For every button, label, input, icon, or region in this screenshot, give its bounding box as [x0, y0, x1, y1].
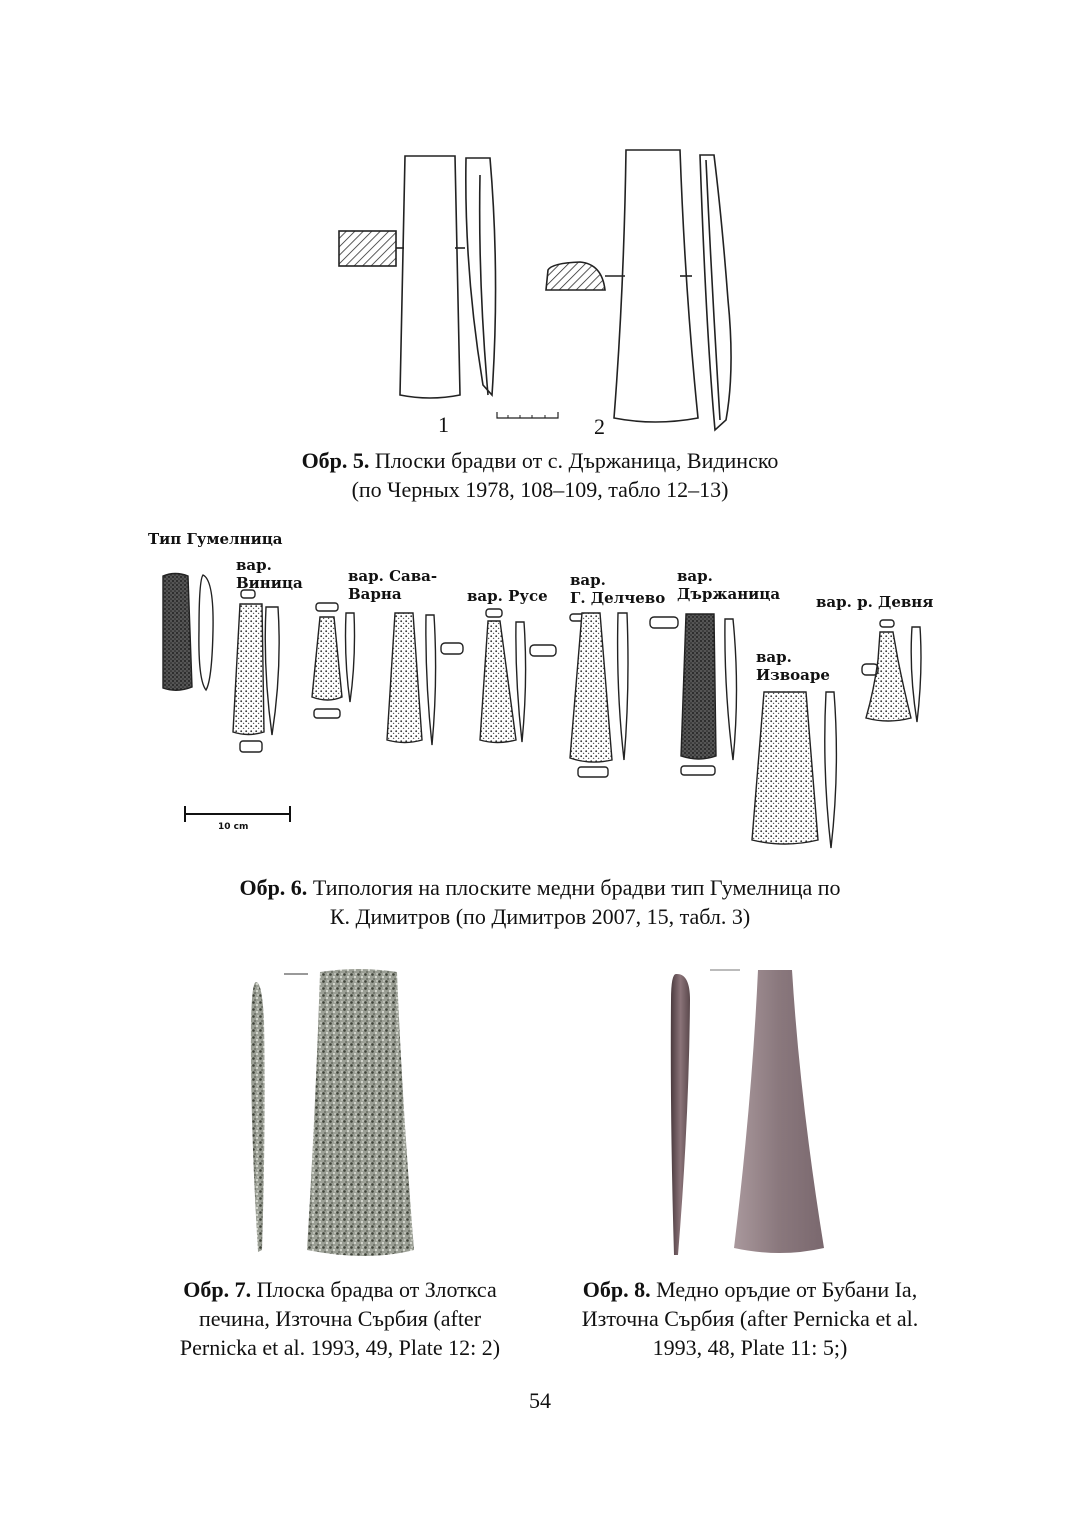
- axe2-front: [614, 150, 698, 422]
- fig8-caption-text-1: Медно оръдие от Бубани Ia,: [650, 1277, 918, 1302]
- variant-darzhanitsa-line1: вар.: [677, 567, 713, 585]
- variant-g-delchevo-line2: Г. Делчево: [570, 589, 666, 607]
- fig7-caption-text-1: Плоска брадва от Злоткса: [251, 1277, 497, 1302]
- axe2-profile: [700, 155, 731, 430]
- sava-varna-section-top: [316, 603, 338, 611]
- variant-devnya-label: вар. р. Девня: [816, 593, 934, 611]
- darzhanitsa-section-bottom: [681, 766, 715, 775]
- devnya-profile: [911, 627, 921, 722]
- darzhanitsa-profile: [725, 619, 737, 760]
- fig5-scale-bar: [497, 412, 558, 418]
- axe1-section: [339, 231, 396, 266]
- type-gumelnitsa-label: Тип Гумелница: [148, 530, 283, 548]
- vinitsa-profile: [265, 607, 279, 735]
- gumelnitsa-profile: [199, 575, 213, 690]
- fig6-caption-text-1: Типология на плоските медни брадви тип Гумелница по: [307, 875, 841, 900]
- fig6-caption-text-2: К. Димитров (по Димитров 2007, 15, табл. 3): [329, 904, 751, 929]
- sava-varna2-front: [387, 613, 422, 743]
- fig8-tool-profile: [671, 974, 690, 1255]
- fig6-caption: [140, 873, 940, 931]
- fig6-scale-bar: [184, 806, 291, 822]
- fig8-caption-label: Обр. 8.: [582, 1277, 651, 1302]
- devnya-front: [866, 632, 911, 721]
- sava-varna2-section: [441, 643, 463, 654]
- ruse-section: [530, 645, 556, 656]
- axe1-front: [400, 156, 460, 398]
- ruse-profile: [516, 622, 526, 742]
- fig5-caption: [140, 446, 940, 504]
- fig7-photo: [0, 960, 1080, 1260]
- devnya-section-top: [880, 620, 894, 627]
- fig7-caption-text-3: Pernicka et al. 1993, 49, Plate 12: 2): [179, 1335, 501, 1360]
- g-delchevo-profile: [618, 613, 628, 760]
- variant-g-delchevo-line1: вар.: [570, 571, 606, 589]
- variant-ruse-label: вар. Русе: [467, 587, 548, 605]
- izvoare-profile: [825, 692, 837, 848]
- sava-varna2-profile: [426, 615, 436, 745]
- g-delchevo-front: [570, 613, 612, 762]
- fig8-caption-text-2: Източна Сърбия (after Pernicka et al.: [581, 1306, 919, 1331]
- fig7-axe-profile: [251, 982, 265, 1252]
- fig7-axe-front: [307, 969, 414, 1256]
- variant-vinitsa-label: [236, 556, 303, 592]
- fig6-drawing: [0, 530, 1080, 860]
- variant-sava-varna-line1: вар. Сава-: [348, 567, 438, 585]
- sava-varna-section-bottom: [314, 709, 340, 718]
- fig5-drawing: [0, 0, 1080, 440]
- fig8-caption-text-3: 1993, 48, Plate 11: 5;): [652, 1335, 848, 1360]
- variant-izvoare-label: [756, 648, 830, 684]
- izvoare-front: [752, 692, 818, 844]
- fig7-caption-label: Обр. 7.: [183, 1277, 252, 1302]
- sava-varna-front: [312, 617, 342, 700]
- ruse-section-top: [486, 609, 502, 617]
- page-number: 54: [529, 1388, 551, 1413]
- fig8-tool-front: [734, 970, 824, 1253]
- variant-izvoare-line1: вар.: [756, 648, 792, 666]
- vinitsa-front: [233, 604, 264, 735]
- variant-izvoare-line2: Извоаре: [756, 666, 830, 684]
- variant-vinitsa-line1: вар.: [236, 556, 272, 574]
- fig6-scale-label: 10 cm: [218, 822, 249, 832]
- variant-vinitsa-line2: Виница: [236, 574, 303, 592]
- variant-darzhanitsa-label: [677, 567, 780, 603]
- variant-sava-varna-label: [348, 567, 437, 603]
- fig5-caption-text-1: Плоски брадви от с. Държаница, Видинско: [369, 448, 779, 473]
- axe2-section: [546, 262, 605, 290]
- fig6-caption-label: Обр. 6.: [239, 875, 308, 900]
- fig7-caption: [140, 1275, 540, 1362]
- darzhanitsa-section-top: [650, 617, 678, 628]
- fig5-caption-label: Обр. 5.: [301, 448, 370, 473]
- gumelnitsa-front: [163, 574, 192, 691]
- ruse-front: [480, 621, 516, 743]
- fig5-number-2: 2: [594, 414, 605, 439]
- fig8-caption: [540, 1275, 960, 1362]
- fig7-caption-text-2: печина, Източна Сърбия (after: [198, 1306, 482, 1331]
- g-delchevo-section-bottom: [578, 767, 608, 777]
- fig5-number-1: 1: [438, 412, 449, 437]
- variant-g-delchevo-label: [570, 571, 665, 607]
- variant-darzhanitsa-line2: Държаница: [677, 585, 781, 603]
- vinitsa-section-bottom: [240, 741, 262, 752]
- fig5-caption-text-2: (по Черных 1978, 108–109, табло 12–13): [351, 477, 729, 502]
- variant-sava-varna-line2: Варна: [348, 585, 402, 603]
- sava-varna-profile: [346, 613, 355, 702]
- darzhanitsa-front: [681, 614, 716, 759]
